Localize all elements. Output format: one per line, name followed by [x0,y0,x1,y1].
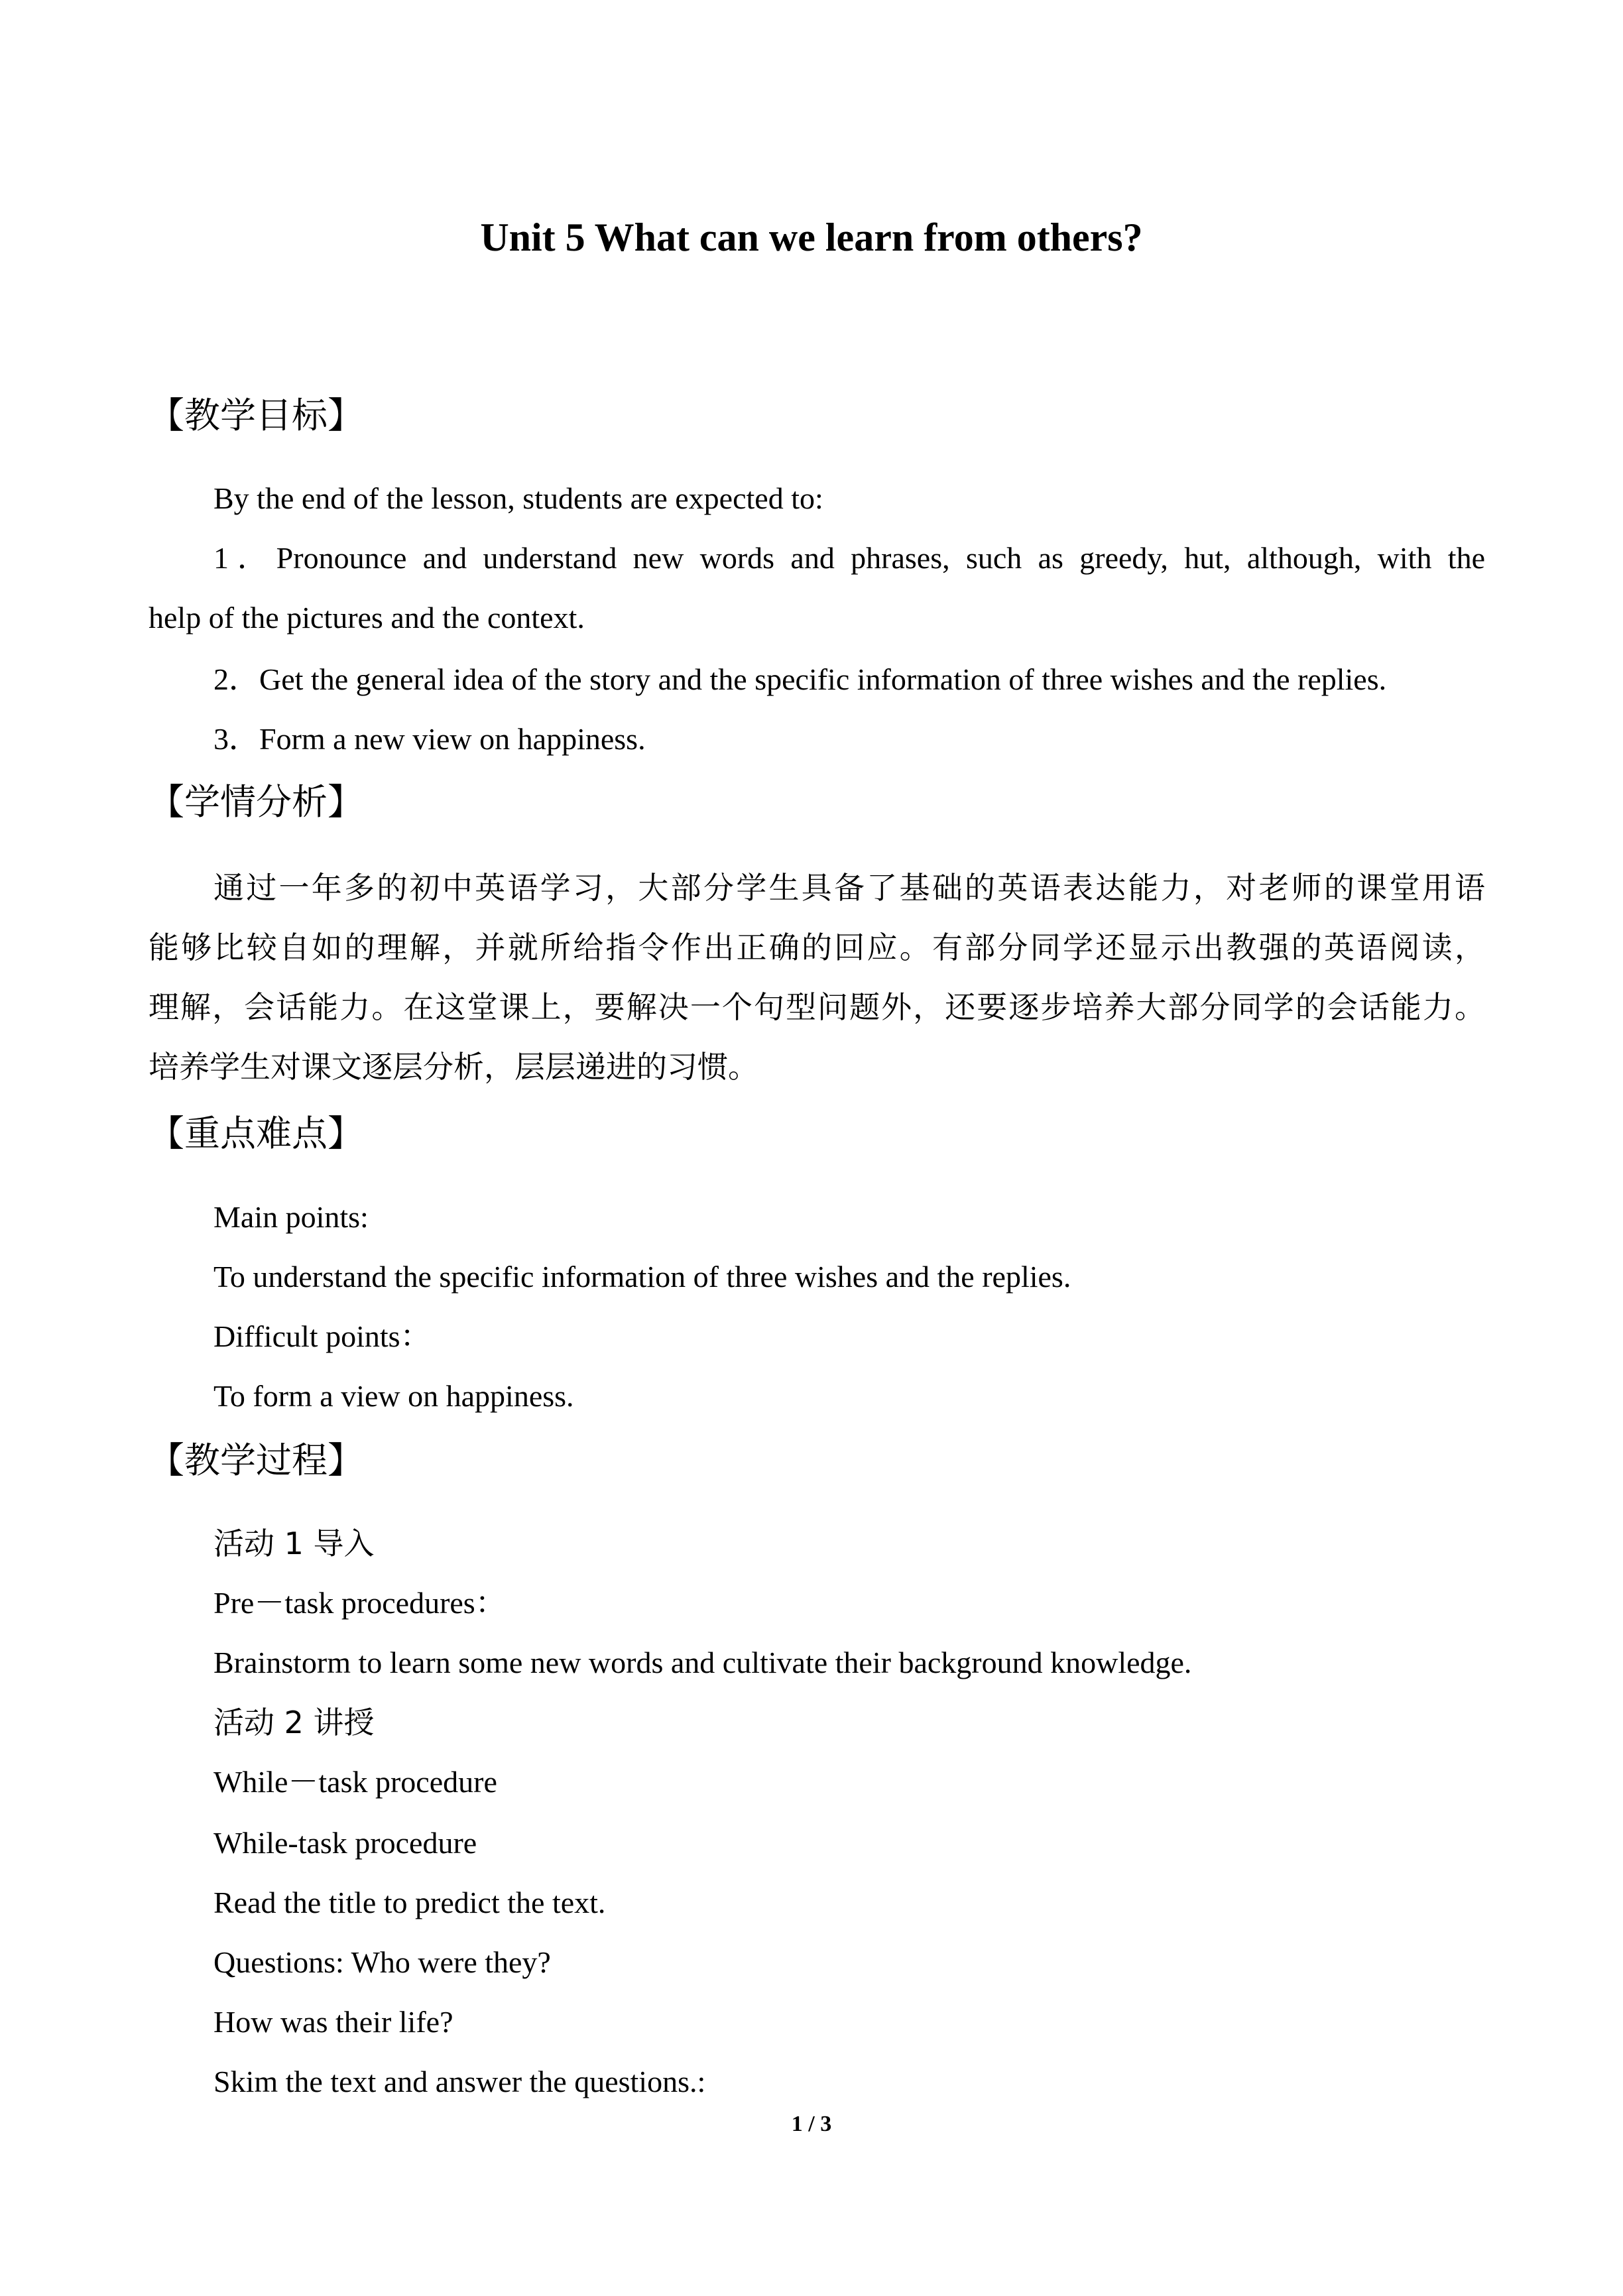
objective-item-1-line-2: help of the pictures and the context. [149,601,585,634]
difficult-points-label: Difficult points： [213,1319,431,1353]
analysis-line-2: 能够比较自如的理解，并就所给指令作出正确的回应。有部分同学还显示出教强的英语阅读， [149,930,1485,965]
objective-item-1-line-1: 1．Pronounce and understand new words and phrases, such as greedy, hut, although, with the [213,541,1485,575]
document-title: Unit 5 What can we learn from others? [480,215,1143,259]
read-title-text: Read the title to predict the text. [213,1886,606,1919]
objective-item-3: 3．Form a new view on happiness. [213,722,646,756]
process-heading: 【教学过程】 [149,1439,363,1481]
pre-task-label: Pre－task procedures： [213,1586,506,1620]
analysis-line-4: 培养学生对课文逐层分析，层层递进的习惯。 [149,1049,758,1085]
objective-item-2: 2．Get the general idea of the story and the specific information of three wishes and the replies. [213,662,1387,696]
while-task-label-1: While－task procedure [213,1765,497,1799]
skim-text: Skim the text and answer the questions.: [213,2065,706,2098]
page-number: 1 / 3 [791,2112,832,2136]
analysis-line-1: 通过一年多的初中英语学习，大部分学生具备了基础的英语表达能力，对老师的课堂用语 [213,870,1485,906]
analysis-line-3: 理解，会话能力。在这堂课上，要解决一个句型问题外，还要逐步培养大部分同学的会话能力。 [149,989,1485,1025]
while-task-label-2: While-task procedure [213,1826,477,1860]
activity-2-label: 活动 2 讲授 [213,1705,375,1740]
question-who-text: Questions: Who were they? [213,1945,551,1979]
objectives-intro: By the end of the lesson, students are expected to: [213,481,823,515]
brainstorm-text: Brainstorm to learn some new words and cultivate their background knowledge. [213,1646,1192,1679]
key-points-heading: 【重点难点】 [149,1113,363,1154]
difficult-points-text: To form a view on happiness. [213,1379,574,1413]
main-points-text: To understand the specific information of three wishes and the replies. [213,1260,1071,1294]
objectives-heading: 【教学目标】 [149,394,363,436]
activity-1-label: 活动 1 导入 [213,1526,375,1561]
main-points-label: Main points: [213,1200,369,1234]
analysis-heading: 【学情分析】 [149,781,363,823]
question-life-text: How was their life? [213,2005,453,2039]
